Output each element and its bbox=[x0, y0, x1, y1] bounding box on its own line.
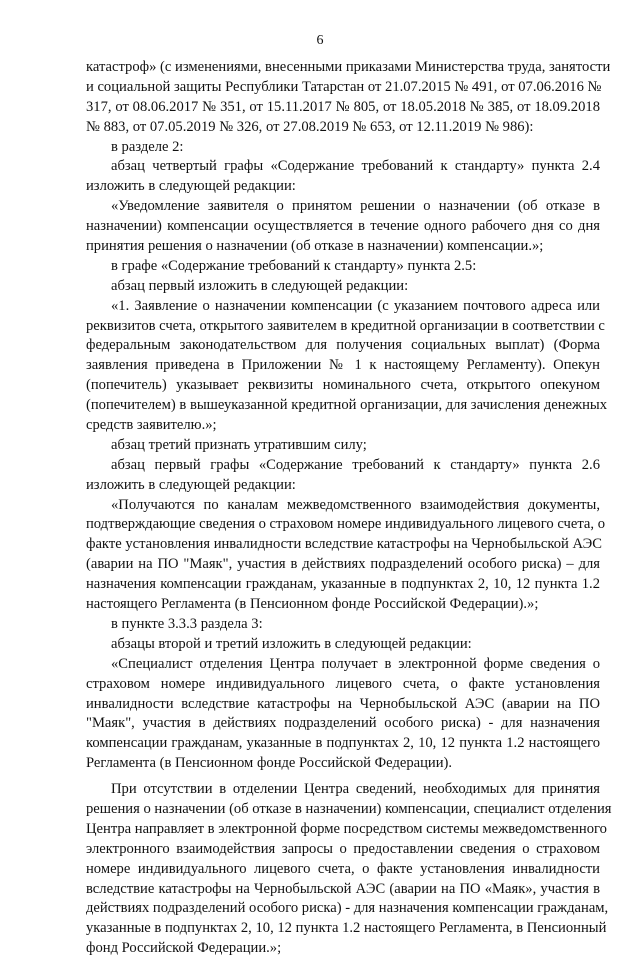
text-line: назначении) компенсации осуществляется в течение одного рабочего дня со дня bbox=[86, 218, 600, 235]
text-line: номере индивидуального лицевого счета, о факте установления инвалидности bbox=[86, 860, 600, 877]
text-line: абзац первый изложить в следующей редакции: bbox=[111, 277, 409, 294]
text-line: "Маяк", участия в действиях подразделений особого риска) - для назначения bbox=[86, 715, 600, 732]
text-line: изложить в следующей редакции: bbox=[86, 178, 296, 195]
text-line: подтверждающие сведения о страховом номере индивидуального лицевого счета, о bbox=[86, 516, 605, 533]
text-line: «1. Заявление о назначении компенсации (с указанием почтового адреса или bbox=[111, 297, 600, 314]
text-line: (аварии на ПО "Маяк", участия в действиях подразделений особого риска) – для bbox=[86, 556, 600, 573]
text-line: катастроф» (с изменениями, внесенными приказами Министерства труда, занятости bbox=[86, 59, 611, 75]
document-body bbox=[86, 58, 612, 959]
text-line: решения о назначении (об отказе в назначении) компенсации, специалист отделения bbox=[86, 800, 612, 817]
text-line: «Получаются по каналам межведомственного взаимодействия документы, bbox=[111, 496, 600, 513]
text-line: (попечителем) в вышеуказанной кредитной организации, для зачисления денежных bbox=[86, 397, 608, 414]
text-line: реквизитов счета, открытого заявителем в кредитной организации в соответствии с bbox=[86, 317, 605, 334]
text-line: назначения компенсации гражданам, указанные в подпунктах 2, 10, 12 пункта 1.2 bbox=[86, 576, 600, 593]
text-line: электронного взаимодействия запросы о предоставлении сведения о страховом bbox=[86, 840, 600, 857]
text-line: (попечитель) указывает реквизиты номинального счета, открытого опекуном bbox=[86, 377, 600, 394]
text-line: и социальной защиты Республики Татарстан от 21.07.2015 № 491, от 07.06.2016 № bbox=[86, 78, 602, 95]
text-line: абзац первый графы «Содержание требований к стандарту» пункта 2.6 bbox=[111, 456, 600, 473]
text-line: изложить в следующей редакции: bbox=[86, 476, 296, 493]
text-line: вследствие катастрофы на Чернобыльской АЭС (аварии на ПО «Маяк», участия в bbox=[86, 880, 600, 897]
text-line: средств заявителю.»; bbox=[86, 417, 217, 434]
text-line: Регламента (в Пенсионном фонде Российской Федерации). bbox=[86, 755, 453, 772]
text-line: федеральным законодательством для получения социальных выплат) (Форма bbox=[86, 337, 600, 354]
text-line: При отсутствии в отделении Центра сведений, необходимых для принятия bbox=[111, 781, 600, 798]
text-line: фонд Российской Федерации.»; bbox=[86, 940, 282, 957]
text-line: Центра направляет в электронной форме посредством системы межведомственного bbox=[86, 820, 607, 837]
page-number: 6 bbox=[316, 33, 324, 48]
text-line: указанные в подпунктах 2, 10, 12 пункта 1.2 настоящего Регламента, в Пенсионный bbox=[86, 920, 607, 937]
text-line: абзацы второй и третий изложить в следующей редакции: bbox=[111, 635, 472, 652]
text-line: инвалидности вследствие катастрофы на Чернобыльской АЭС (аварии на ПО bbox=[86, 695, 600, 712]
text-line: в пункте 3.3.3 раздела 3: bbox=[111, 615, 263, 632]
text-line: действиях подразделений особого риска) - для назначения компенсации гражданам, bbox=[86, 900, 609, 917]
text-line: «Специалист отделения Центра получает в электронной форме сведения о bbox=[111, 655, 600, 672]
text-line: настоящего Регламента (в Пенсионном фонде Российской Федерации).»; bbox=[86, 596, 539, 613]
text-line: страховом номере индивидуального лицевого счета, о факте установления bbox=[86, 675, 600, 692]
text-line: компенсации гражданам, указанные в подпунктах 2, 10, 12 пункта 1.2 настоящего bbox=[86, 735, 600, 752]
text-line: в разделе 2: bbox=[111, 138, 184, 155]
text-line: заявления приведена в Приложении № 1 к настоящему Регламенту). Опекун bbox=[86, 357, 600, 374]
text-line: абзац третий признать утратившим силу; bbox=[111, 436, 367, 453]
text-line: абзац четвертый графы «Содержание требований к стандарту» пункта 2.4 bbox=[111, 158, 600, 175]
text-line: принятия решения о назначении (об отказе в назначении) компенсации.»; bbox=[86, 238, 544, 255]
text-line: № 883, от 07.05.2019 № 326, от 27.08.2019 № 653, от 12.11.2019 № 986): bbox=[86, 118, 534, 135]
text-line: «Уведомление заявителя о принятом решении о назначении (об отказе в bbox=[111, 198, 600, 215]
text-line: факте установления инвалидности вследствие катастрофы на Чернобыльской АЭС bbox=[86, 536, 603, 553]
text-line: в графе «Содержание требований к стандарту» пункта 2.5: bbox=[111, 257, 477, 274]
text-line: 317, от 08.06.2017 № 351, от 15.11.2017 № 805, от 18.05.2018 № 385, от 18.09.2018 bbox=[86, 98, 600, 115]
